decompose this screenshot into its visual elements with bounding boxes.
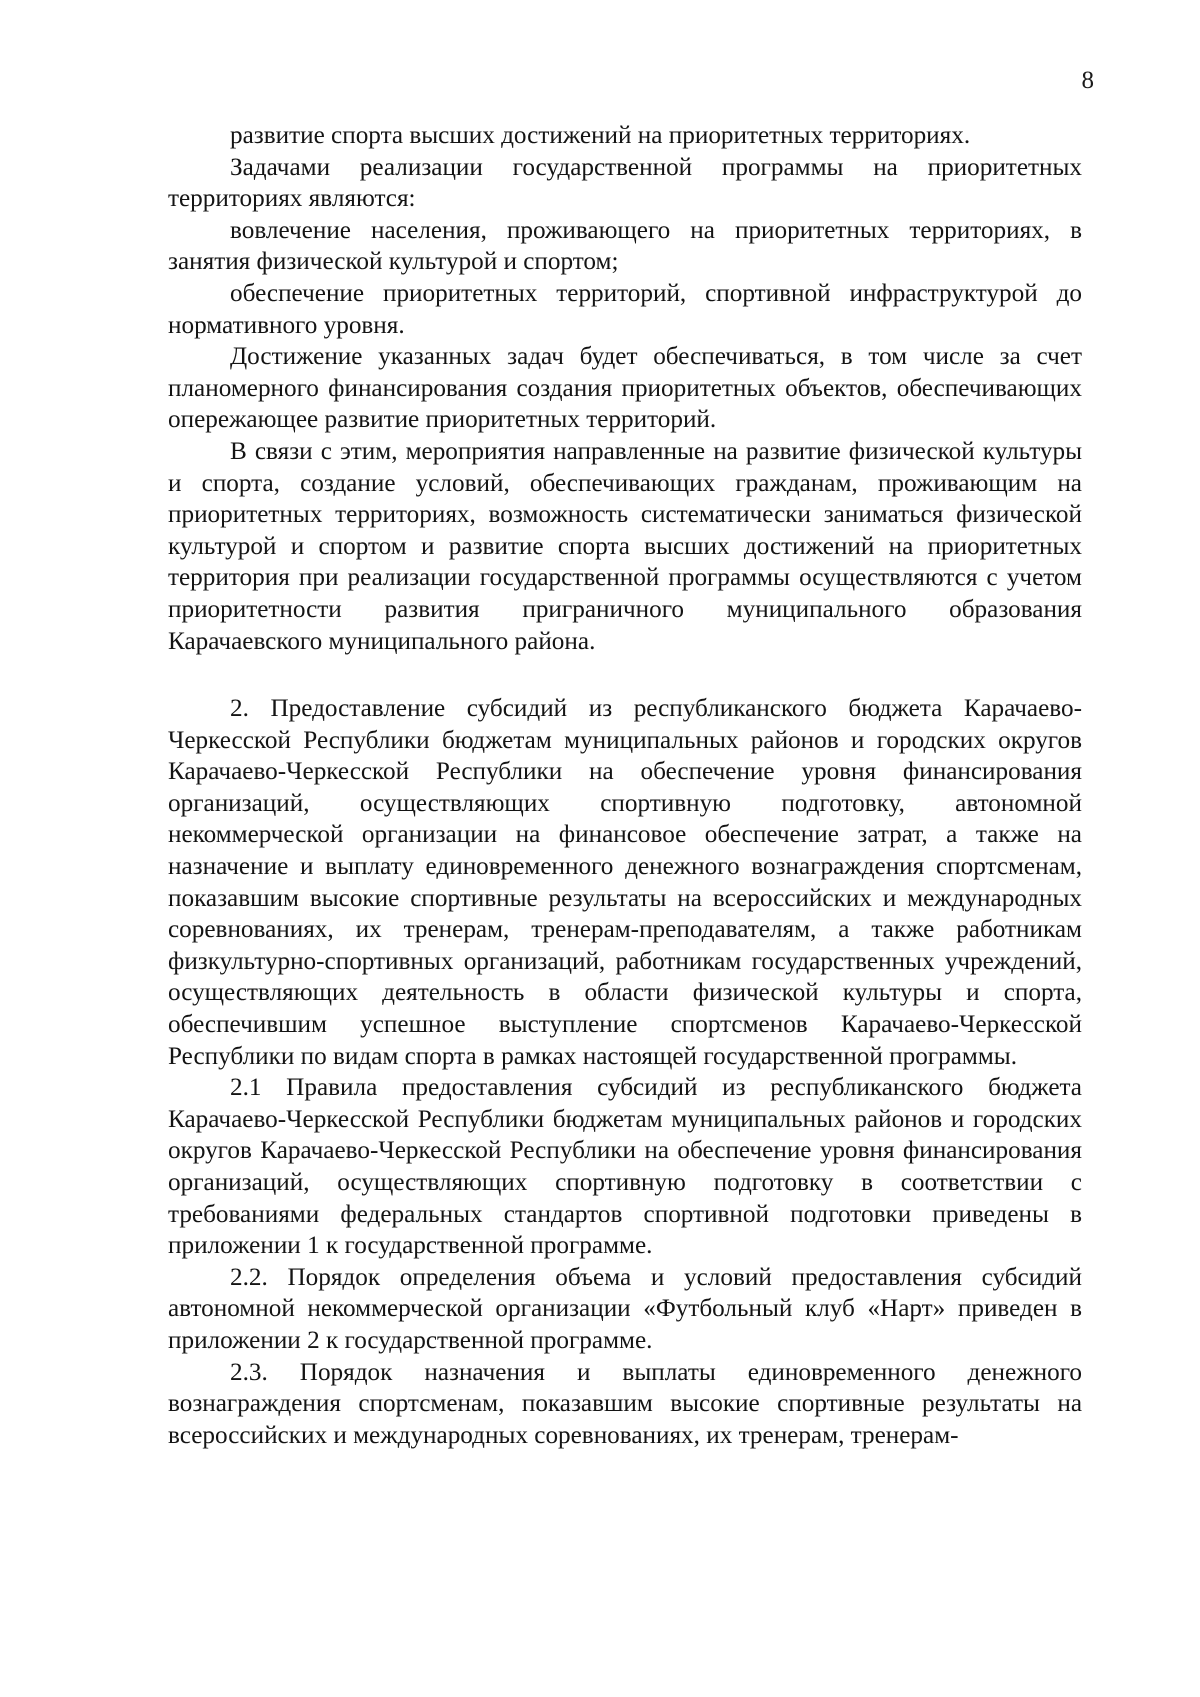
paragraph-section-2: 2. Предоставление субсидий из республиканского бюджета Карачаево-Черкесской Республики бюджетам муниципальных районов и городских округов Карачаево-Черкесской Республики на обеспечение уровня финансирования организаций, осуществляющих спортивную подготовку, автономной некоммерческой организации на финансовое обеспечение затрат, а также на назначение и выплату единовременного денежного вознаграждения спортсменам, показавшим высокие спортивные результаты на всероссийских и международных соревнованиях, их тренерам, тренерам-преподавателям, а также работникам физкультурно-спортивных организаций, работникам государственных учреждений, осуществляющих деятельность в области физической культуры и спорта, обеспечившим успешное выступление спортсменов Карачаево-Черкесской Республики по видам спорта в рамках настоящей государственной программы. [168,695,1082,1070]
paragraph-section-2-3: 2.3. Порядок назначения и выплаты единовременного денежного вознаграждения спортсменам, показавшим высокие спортивные результаты на всероссийских и международных соревнованиях, их тренерам, тренерам- [168,1358,1082,1449]
paragraph-measures: В связи с этим, мероприятия направленные на развитие физической культуры и спорта, создание условий, обеспечивающих гражданам, проживающим на приоритетных территориях, возможность систематически заниматься физической культурой и спортом и развитие спорта высших достижений на приоритетных территория при реализации государственной программы осуществляются с учетом приоритетности развития приграничного муниципального образования Карачаевского муниципального района. [168,437,1082,655]
paragraph-section-2-2: 2.2. Порядок определения объема и условий предоставления субсидий автономной некоммерческой организации «Футбольный клуб «Нарт» приведен в приложении 2 к государственной программе. [168,1263,1082,1354]
document-body [168,120,1082,1451]
paragraph-financing: Достижение указанных задач будет обеспечиваться, в том числе за счет планомерного финансирования создания приоритетных объектов, обеспечивающих опережающее развитие приоритетных территорий. [168,343,1082,434]
page-number: 8 [1081,67,1094,94]
paragraph-sports-development: развитие спорта высших достижений на приоритетных территориях. [230,122,971,149]
paragraph-section-2-1: 2.1 Правила предоставления субсидий из республиканского бюджета Карачаево-Черкесской Республики бюджетам муниципальных районов и городских округов Карачаево-Черкесской Республики на обеспечение уровня финансирования организаций, осуществляющих спортивную подготовку в соответствии с требованиями федеральных стандартов спортивной подготовки приведены в приложении 1 к государственной программе. [168,1074,1082,1260]
paragraph-program-tasks: Задачами реализации государственной программы на приоритетных территориях являются: [168,153,1082,213]
paragraph-infrastructure: обеспечение приоритетных территорий, спортивной инфраструктурой до нормативного уровня. [168,279,1082,339]
paragraph-population-involvement: вовлечение населения, проживающего на приоритетных территориях, в занятия физической культурой и спортом; [168,216,1082,276]
